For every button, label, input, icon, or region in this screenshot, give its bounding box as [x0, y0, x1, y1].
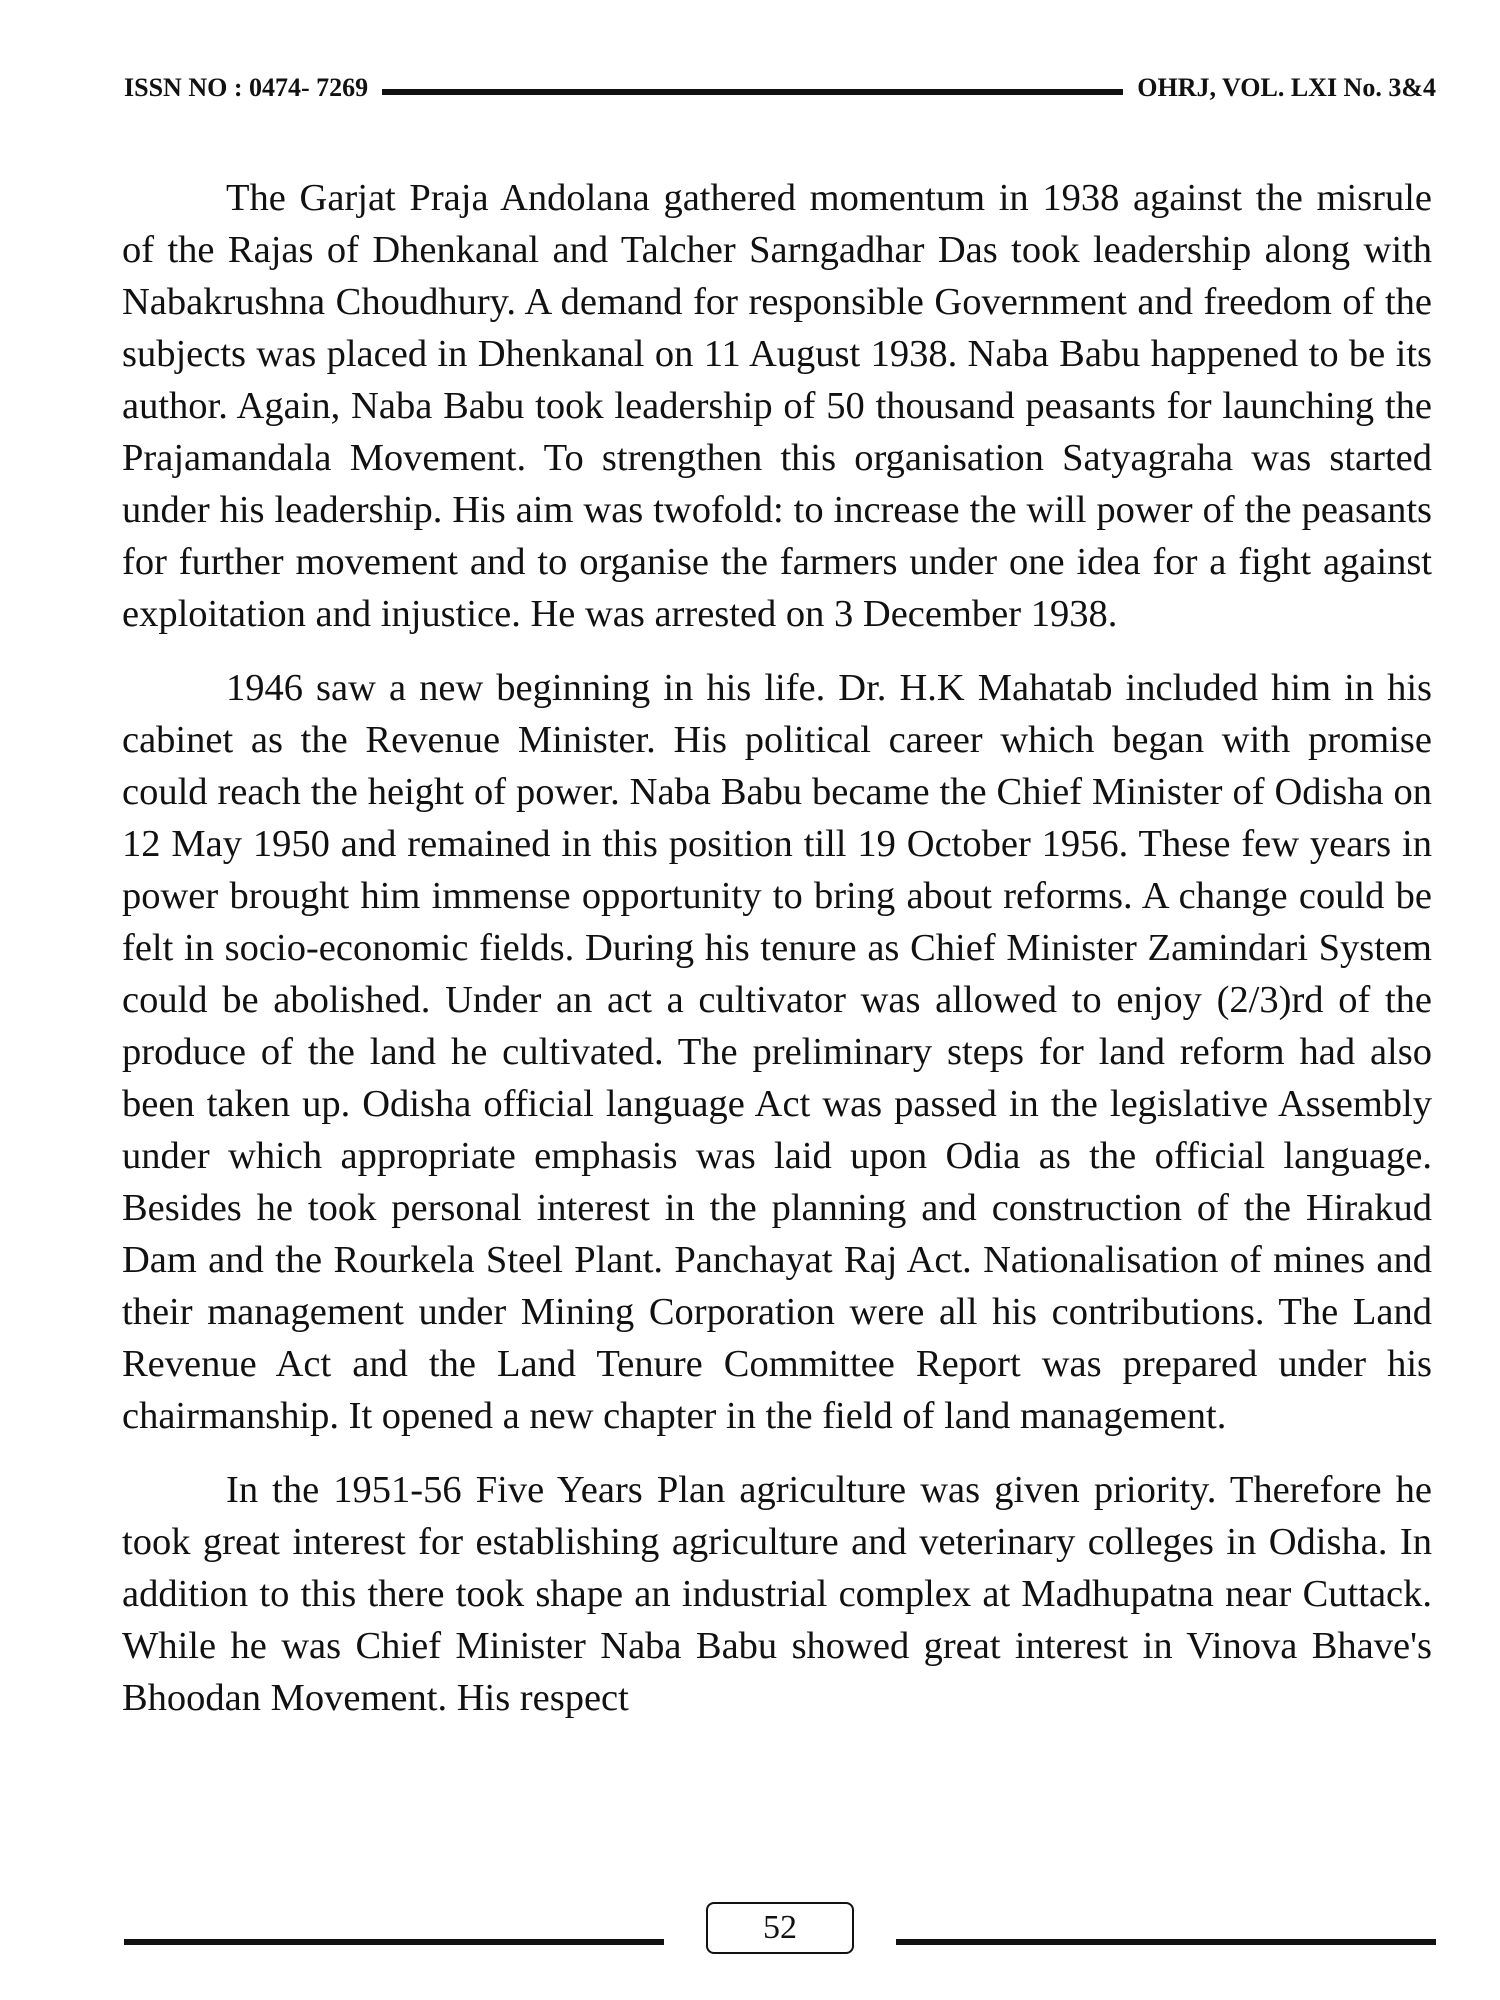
header-rule [382, 89, 1123, 95]
page-number: 52 [706, 1902, 854, 1954]
page-header [124, 68, 1436, 108]
issn-label: ISSN NO : 0474- 7269 [124, 73, 369, 102]
page-footer [124, 1909, 1436, 1972]
footer-rule-right [896, 1939, 1436, 1945]
article-body [122, 172, 1432, 1746]
paragraph-1946-new-beginning: 1946 saw a new beginning in his life. Dr. H.K Mahatab included him in his cabinet as the Revenue Minister. His political career which began with promise could reach the height of power. Naba Babu became the Chief Minister of Odisha on 12 May 1950 and remained in this position till 19 October 1956. These few years in power brought him immense opportunity to bring about reforms. A change could be felt in socio-economic fields. During his tenure as Chief Minister Zamindari System could be abolished. Under an act a cultivator was allowed to enjoy (2/3)rd of the produce of the land he cultivated. The preliminary steps for land reform had also been taken up. Odisha official language Act was passed in the legislative Assembly under which appropriate emphasis was laid upon Odia as the official language. Besides he took personal interest in the planning and construction of the Hirakud Dam and the Rourkela Steel Plant. Panchayat Raj Act. Nationalisation of mines and their management under Mining Corporation were all his contributions. The Land Revenue Act and the Land Tenure Committee Report was prepared under his chairmanship. It opened a new chapter in the field of land management. [122, 667, 1432, 1437]
journal-volume-label: OHRJ, VOL. LXI No. 3&4 [1137, 73, 1436, 102]
footer-rule-left [124, 1939, 664, 1945]
paragraph-five-years-plan: In the 1951-56 Five Years Plan agriculture was given priority. Therefore he took great interest for establishing agriculture and veterinary colleges in Odisha. In addition to this there took shape an industrial complex at Madhupatna near Cuttack. While he was Chief Minister Naba Babu showed great interest in Vinova Bhave's Bhoodan Movement. His respect [122, 1469, 1432, 1719]
paragraph-garjat-praja-andolana: The Garjat Praja Andolana gathered momentum in 1938 against the misrule of the Rajas of Dhenkanal and Talcher Sarngadhar Das took leadership along with Nabakrushna Choudhury. A demand for responsible Government and freedom of the subjects was placed in Dhenkanal on 11 August 1938. Naba Babu happened to be its author. Again, Naba Babu took leadership of 50 thousand peasants for launching the Prajamandala Movement. To strengthen this organisation Satyagraha was started under his leadership. His aim was twofold: to increase the will power of the peasants for further movement and to organise the farmers under one idea for a fight against exploitation and injustice. He was arrested on 3 December 1938. [122, 177, 1432, 635]
